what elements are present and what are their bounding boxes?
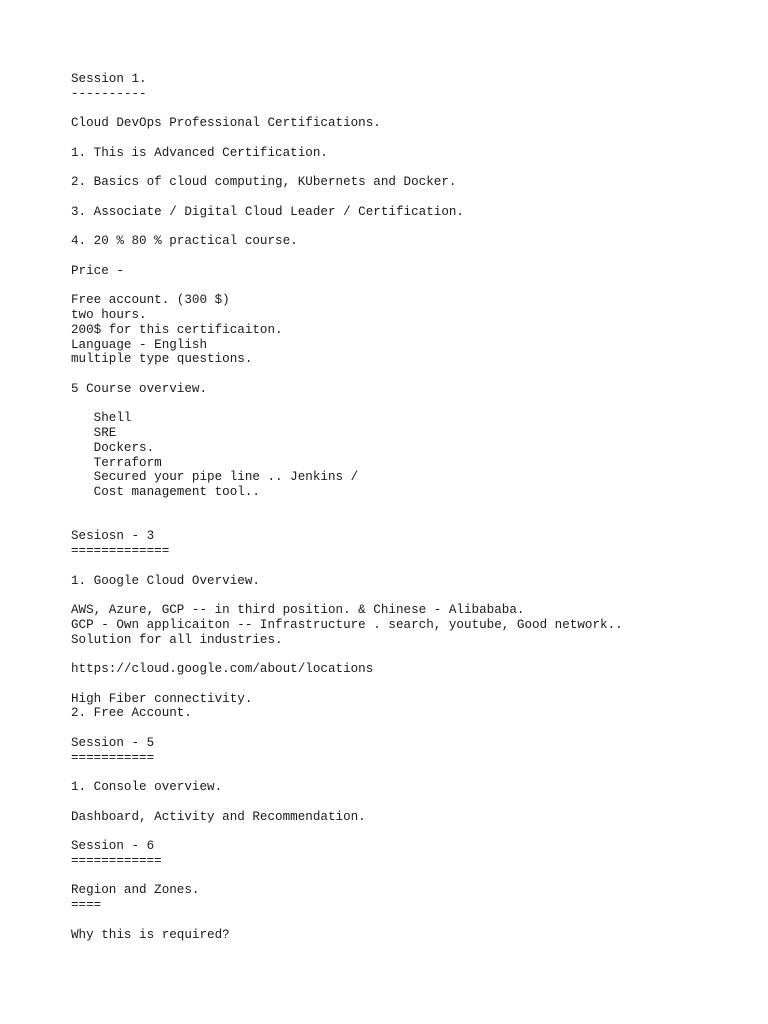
text-line: Session - 5	[71, 735, 155, 750]
text-line: 2. Free Account.	[71, 706, 192, 721]
text-line: Price -	[71, 263, 124, 278]
text-line: 3. Associate / Digital Cloud Leader / Certification.	[71, 204, 464, 219]
text-line: 2. Basics of cloud computing, KUbernets and Docker.	[71, 175, 457, 190]
text-line: Terraform	[71, 455, 162, 470]
blank-line	[71, 559, 623, 574]
text-line: Shell	[71, 411, 132, 426]
text-line: Solution for all industries.	[71, 632, 283, 647]
text-line: 4. 20 % 80 % practical course.	[71, 234, 298, 249]
blank-line	[71, 249, 623, 264]
text-line: Dashboard, Activity and Recommendation.	[71, 809, 366, 824]
blank-line	[71, 161, 623, 176]
blank-line	[71, 647, 623, 662]
text-line: ----------	[71, 86, 147, 101]
blank-line	[71, 220, 623, 235]
blank-line	[71, 279, 623, 294]
text-line: Dockers.	[71, 440, 155, 455]
text-line: Language - English	[71, 337, 208, 352]
text-line: =============	[71, 544, 170, 558]
blank-line	[71, 367, 623, 382]
blank-line	[71, 102, 623, 117]
text-line: 200$ for this certificaiton.	[71, 322, 283, 337]
blank-line	[71, 721, 623, 736]
text-line: Session 1.	[71, 72, 147, 86]
blank-line	[71, 190, 623, 205]
text-line: High Fiber connectivity.	[71, 691, 253, 706]
document-text	[71, 72, 623, 942]
text-line: two hours.	[71, 308, 147, 322]
text-line: Why this is required?	[71, 927, 230, 942]
text-line: Secured your pipe line .. Jenkins /	[71, 470, 359, 485]
blank-line	[71, 913, 623, 928]
text-line: 5 Course overview.	[71, 381, 208, 396]
text-line: Free account. (300 $)	[71, 293, 230, 308]
blank-line	[71, 588, 623, 603]
text-line: GCP - Own applicaiton -- Infrastructure . search, youtube, Good network..	[71, 617, 623, 632]
text-line: https://cloud.google.com/about/locations	[71, 662, 374, 676]
text-line: Cost management tool..	[71, 485, 260, 499]
blank-line	[71, 677, 623, 692]
blank-line	[71, 824, 623, 839]
blank-line	[71, 397, 623, 412]
text-line: 1. Google Cloud Overview.	[71, 573, 260, 588]
text-line: multiple type questions.	[71, 352, 253, 367]
text-line: Sesiosn - 3	[71, 529, 155, 544]
blank-line	[71, 795, 623, 810]
text-line: ============	[71, 853, 162, 868]
text-line: AWS, Azure, GCP -- in third position. & Chinese - Alibababa.	[71, 603, 525, 617]
text-line: Session - 6	[71, 839, 155, 853]
blank-line	[71, 765, 623, 780]
text-line: SRE	[71, 426, 117, 440]
text-line: ====	[71, 898, 102, 912]
text-line: ===========	[71, 750, 155, 765]
text-line: Region and Zones.	[71, 883, 200, 898]
blank-line	[71, 515, 623, 530]
blank-line	[71, 869, 623, 884]
blank-line	[71, 131, 623, 146]
text-line: 1. This is Advanced Certification.	[71, 145, 328, 160]
text-line: Cloud DevOps Professional Certifications.	[71, 116, 381, 131]
blank-line	[71, 500, 623, 515]
text-line: 1. Console overview.	[71, 780, 223, 794]
